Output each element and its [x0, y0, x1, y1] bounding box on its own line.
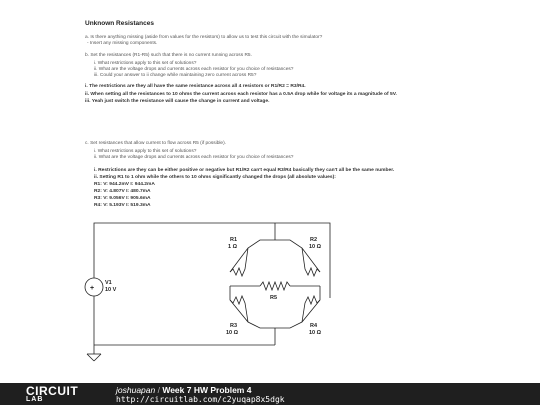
answer-c-line: i. Restrictions are they can be either positive or negative but R1/R2 can't equal R3/R4 basically they can't all be the same number. — [94, 168, 395, 173]
r1-value: 1 Ω — [228, 244, 237, 250]
circuitlab-logo[interactable]: CIRCUIT — [26, 384, 79, 398]
resistor-r5-symbol — [260, 282, 290, 290]
r5-name: R5 — [270, 295, 278, 301]
circuit-url-link[interactable]: http://circuitlab.com/c2yuqap8x5dgk — [116, 395, 285, 404]
r3-name: R3 — [230, 323, 238, 329]
answer-b-line: i. The restrictions are they all have the same resistance across all 4 resistors or R1/R2 = R3/R4. — [85, 84, 306, 89]
question-c-item: i. What restrictions apply to this set of solutions? — [94, 149, 197, 154]
answer-c-line: R2: V: 4.807V I: 480.7mA — [94, 189, 151, 194]
r2-value: 10 Ω — [309, 244, 322, 250]
circuitlab-logo-sub: LAB — [26, 396, 44, 403]
question-c: c. Set resistances that allow current to flow across R5 (if possible). — [85, 141, 227, 146]
question-b-item: ii. What are the voltage drops and currents across each resistor for you choice of resistances? — [94, 67, 294, 72]
question-b-item: i. What restrictions apply to this set of solutions? — [94, 61, 197, 66]
circuit-title: Week 7 HW Problem 4 — [162, 385, 252, 395]
question-b: b. Set the resistances (R1-R5) such that there is no current running across R5. — [85, 53, 252, 58]
plus-icon: + — [90, 285, 95, 292]
answer-c-line: R3: V: 9.056V I: 905.6mA — [94, 196, 151, 201]
question-a: a. Is there anything missing (aside from values for the resistors) to allow us to test this circuit with the simulator? — [85, 35, 323, 40]
answer-b-line: ii. When setting all the resistances to 10 ohms the current across each resistor has a 0.5A drop while for voltage its a magnitude of 5V. — [85, 92, 397, 97]
question-b-item: iii. Could your answer to ii change while maintaining zero current across R5? — [94, 73, 257, 78]
r4-name: R4 — [310, 323, 318, 329]
r4-value: 10 Ω — [309, 330, 322, 336]
r3-value: 10 Ω — [226, 330, 239, 336]
footer-bar — [0, 383, 540, 405]
answer-c-line: R4: V: 5.193V I: 519.3mA — [94, 203, 151, 208]
answer-c-line: ii. Setting R1 to 1 ohm while the others to 10 ohms significantly changed the drops (all absolute values): — [94, 175, 336, 180]
question-a-sub: - Insert any missing components. — [87, 41, 158, 46]
source-name: V1 — [105, 280, 112, 286]
source-value: 10 V — [105, 287, 117, 293]
question-c-item: ii. What are the voltage drops and currents across each resistor for you choice of resistances? — [94, 155, 294, 160]
document-title: Unknown Resistances — [85, 20, 154, 27]
author-link[interactable]: joshuapan — [116, 385, 156, 395]
answer-b-line: iii. Yeah just switch the resistance will cause the change in current and voltage. — [85, 99, 270, 104]
footer-title — [116, 385, 251, 395]
r2-name: R2 — [310, 237, 318, 243]
title-separator: / — [155, 385, 163, 395]
answer-c-line: R1: V: 944.2mV I: 944.2mA — [94, 182, 155, 187]
r1-name: R1 — [230, 237, 238, 243]
